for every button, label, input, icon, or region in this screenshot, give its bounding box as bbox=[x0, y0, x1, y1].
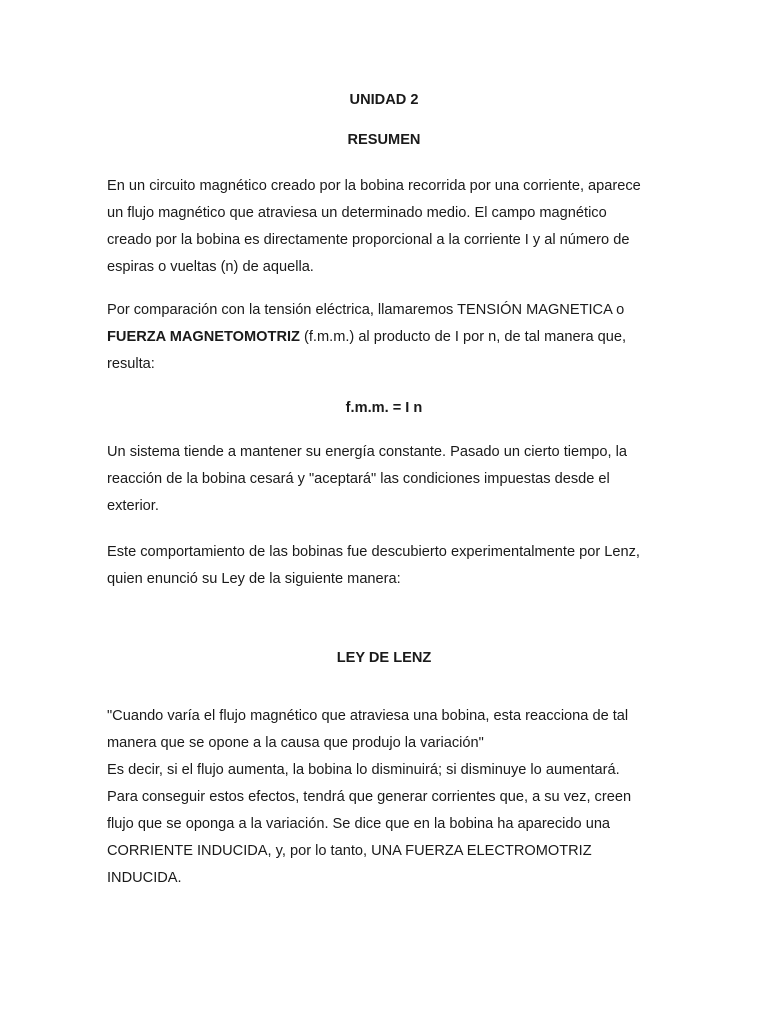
formula: f.m.m. = I n bbox=[345, 400, 423, 416]
paragraph-magnetic-circuit bbox=[107, 173, 647, 281]
text-line: CORRIENTE INDUCIDA, y, por lo tanto, UNA FUERZA ELECTROMOTRIZ bbox=[107, 843, 592, 859]
unit-title: UNIDAD 2 bbox=[349, 92, 419, 108]
paragraph-lenz-discovery bbox=[107, 539, 647, 593]
law-title: LEY DE LENZ bbox=[336, 650, 432, 666]
paragraph-energy-system bbox=[107, 439, 647, 520]
text-line: INDUCIDA. bbox=[107, 870, 182, 886]
text-fragment: (f.m.m.) al producto de I por n, de tal manera que, bbox=[299, 329, 627, 345]
text-line: En un circuito magnético creado por la bobina recorrida por una corriente, aparece bbox=[107, 178, 641, 194]
text-line: quien enunció su Ley de la siguiente manera: bbox=[107, 571, 401, 587]
bold-term: FUERZA MAGNETOMOTRIZ bbox=[107, 329, 300, 345]
text-line bbox=[107, 324, 647, 351]
paragraph-lenz-law bbox=[107, 703, 647, 892]
text-line: exterior. bbox=[107, 498, 159, 514]
text-line: Este comportamiento de las bobinas fue descubierto experimentalmente por Lenz, bbox=[107, 544, 640, 560]
text-line: Un sistema tiende a mantener su energía constante. Pasado un cierto tiempo, la bbox=[107, 444, 628, 460]
text-line: reacción de la bobina cesará y "aceptará" las condiciones impuestas desde el bbox=[107, 471, 610, 487]
summary-title: RESUMEN bbox=[347, 132, 421, 148]
text-line: flujo que se oponga a la variación. Se dice que en la bobina ha aparecido una bbox=[107, 816, 611, 832]
text-line: "Cuando varía el flujo magnético que atraviesa una bobina, esta reacciona de tal bbox=[107, 708, 629, 724]
text-line: manera que se opone a la causa que produjo la variación" bbox=[107, 735, 484, 751]
text-line: creado por la bobina es directamente proporcional a la corriente I y al número de bbox=[107, 232, 630, 248]
text-line: espiras o vueltas (n) de aquella. bbox=[107, 259, 314, 275]
paragraph-magnetomotive-force bbox=[107, 297, 647, 378]
text-line: Por comparación con la tensión eléctrica, llamaremos TENSIÓN MAGNETICA o bbox=[107, 302, 625, 318]
text-line: un flujo magnético que atraviesa un determinado medio. El campo magnético bbox=[107, 205, 607, 221]
text-line: Para conseguir estos efectos, tendrá que generar corrientes que, a su vez, creen bbox=[107, 789, 632, 805]
text-line: resulta: bbox=[107, 356, 155, 372]
text-line: Es decir, si el flujo aumenta, la bobina lo disminuirá; si disminuye lo aumentará. bbox=[107, 762, 620, 778]
